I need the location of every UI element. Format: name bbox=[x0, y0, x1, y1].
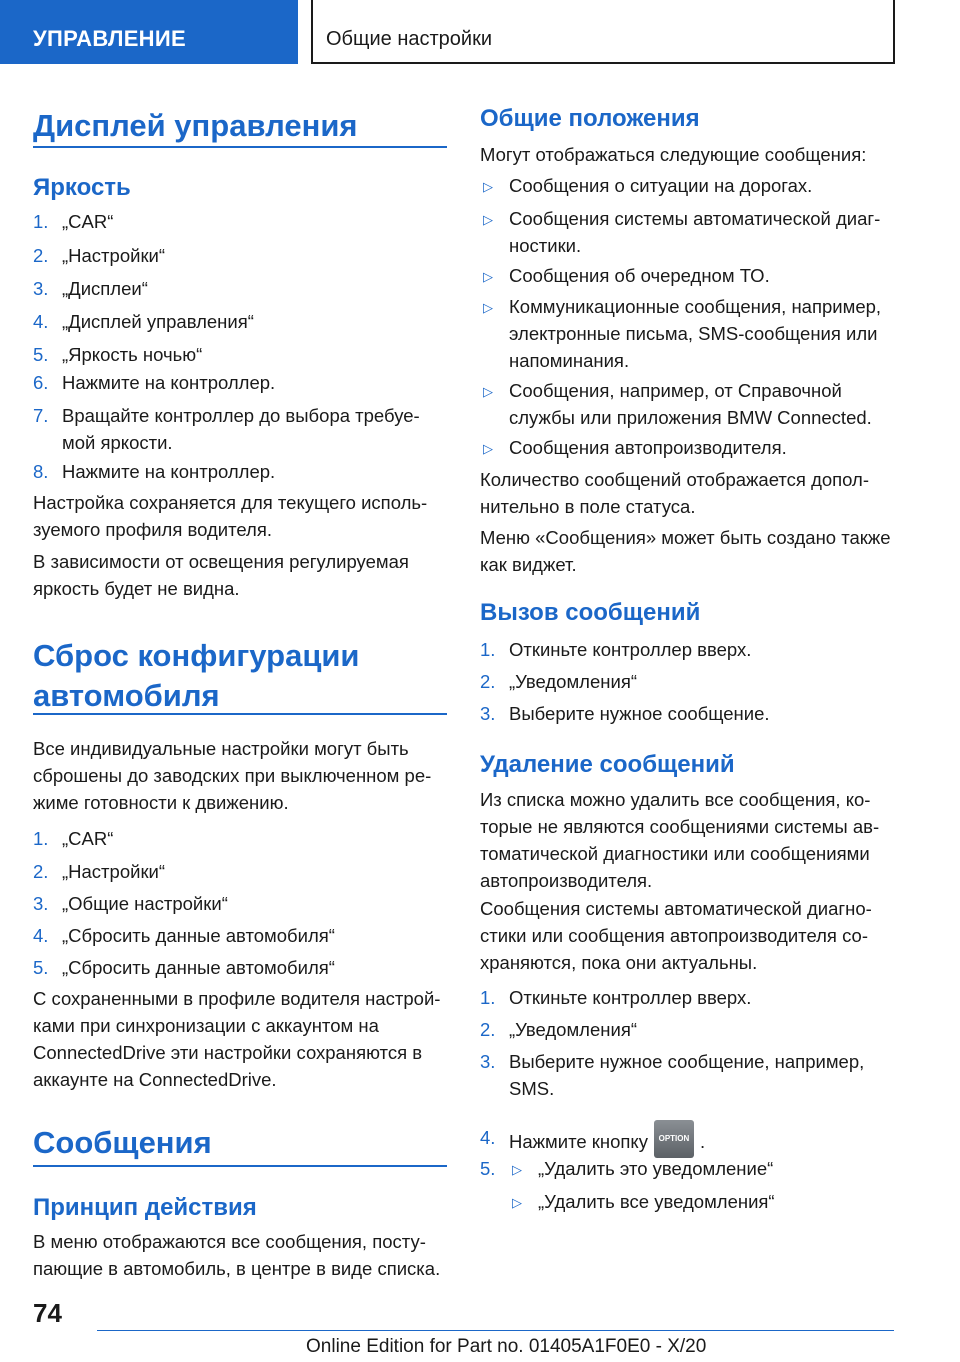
paragraph: Меню «Сообщения» может быть создано также как виджет. bbox=[480, 527, 891, 575]
footer-edition: Online Edition for Part no. 01405A1F0E0 - X/20 bbox=[306, 1336, 707, 1357]
footer-rule bbox=[97, 1330, 894, 1331]
triangle-right-icon: ▷ bbox=[483, 269, 493, 284]
page-header-title: Общие настройки bbox=[326, 28, 492, 50]
paragraph: Сообщения системы автоматической диагно-стики или сообщения автопроизводителя со-храняются, пока они актуальны. bbox=[480, 898, 872, 973]
heading-general: Общие положения bbox=[480, 105, 700, 132]
paragraph: Из списка можно удалить все сообщения, ко-торые не являются сообщениями системы ав-томатической диагностики или сообщениями автопроизводителя. bbox=[480, 789, 880, 891]
step-text-end: . bbox=[699, 1130, 706, 1152]
header-divider bbox=[311, 0, 313, 64]
triangle-right-icon: ▷ bbox=[483, 300, 493, 315]
paragraph: Все индивидуальные настройки могут быть сброшены до заводских при выключенном ре-жиме готовности к движению. bbox=[33, 738, 432, 813]
paragraph: В зависимости от освещения регулируемая яркость будет не видна. bbox=[33, 551, 409, 599]
paragraph: Могут отображаться следующие сообщения: bbox=[480, 144, 867, 165]
paragraph: Количество сообщений отображается допол-нительно в поле статуса. bbox=[480, 469, 870, 517]
heading-rule bbox=[33, 146, 447, 148]
heading-rule bbox=[33, 713, 447, 715]
heading-reset: Сброс конфигурации автомобиля bbox=[33, 638, 360, 713]
paragraph: С сохраненными в профиле водителя настрой-ками при синхронизации с аккаунтом на ConnectedDrive эти настройки сохраняются в аккаунте на ConnectedDrive. bbox=[33, 988, 441, 1090]
heading-messages: Сообщения bbox=[33, 1125, 212, 1160]
heading-principle: Принцип действия bbox=[33, 1194, 257, 1221]
page-number: 74 bbox=[33, 1298, 62, 1328]
option-button-icon: OPTION bbox=[654, 1120, 694, 1158]
triangle-right-icon: ▷ bbox=[483, 212, 493, 227]
paragraph: Настройка сохраняется для текущего исполь-зуемого профиля водителя. bbox=[33, 492, 428, 540]
triangle-right-icon: ▷ bbox=[512, 1162, 522, 1177]
triangle-right-icon: ▷ bbox=[483, 179, 493, 194]
section-tab: УПРАВЛЕНИЕ bbox=[0, 0, 298, 64]
heading-display: Дисплей управления bbox=[33, 108, 358, 143]
heading-delete: Удаление сообщений bbox=[480, 751, 735, 778]
heading-call: Вызов сообщений bbox=[480, 599, 701, 626]
heading-brightness: Яркость bbox=[33, 174, 131, 201]
triangle-right-icon: ▷ bbox=[512, 1195, 522, 1210]
triangle-right-icon: ▷ bbox=[483, 441, 493, 456]
triangle-right-icon: ▷ bbox=[483, 384, 493, 399]
heading-rule bbox=[33, 1165, 447, 1167]
paragraph: В меню отображаются все сообщения, посту-пающие в автомобиль, в центре в виде списка. bbox=[33, 1231, 441, 1279]
step-text: Нажмите кнопку bbox=[509, 1130, 648, 1152]
